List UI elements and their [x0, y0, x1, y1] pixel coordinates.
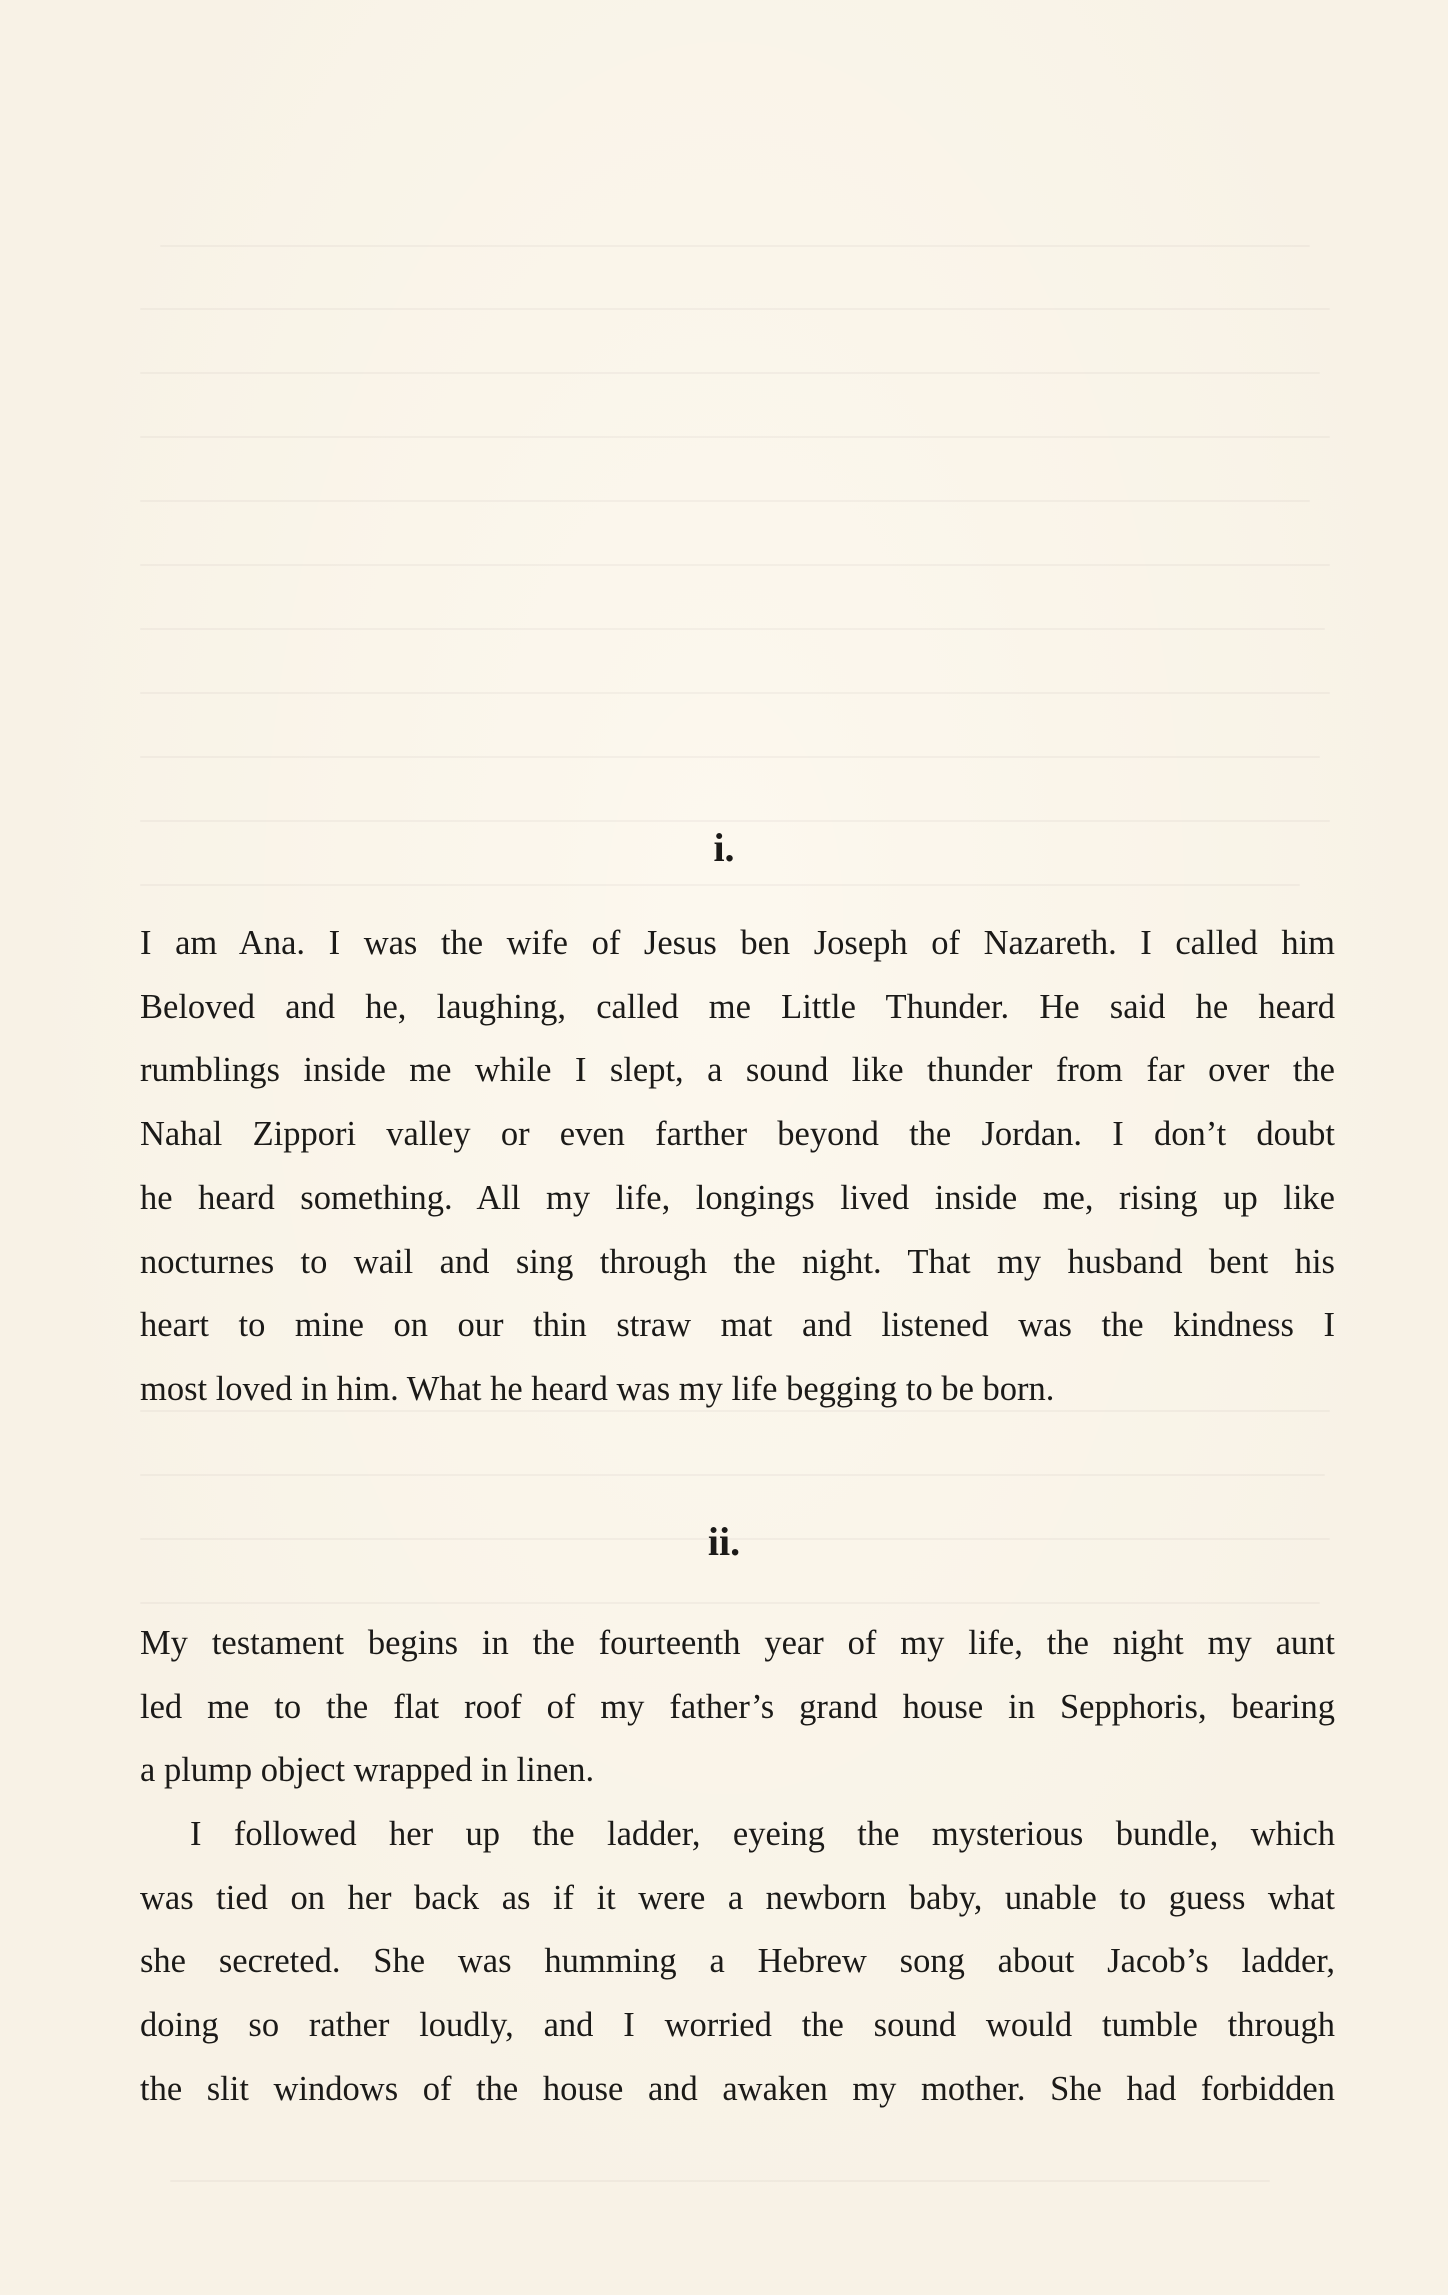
text-line: the slit windows of the house and awaken my mother. She had forbidden [140, 2069, 1335, 2108]
text-line: Nahal Zippori valley or even farther beyond the Jordan. I don’t doubt [140, 1115, 1335, 1154]
text-line: she secreted. She was humming a Hebrew song about Jacob’s ladder, [140, 1942, 1335, 1981]
section-marker-i: i. [713, 825, 735, 870]
text-line: he heard something. All my life, longings lived inside me, rising up like [140, 1178, 1335, 1217]
section-ii-paragraph-2 [140, 1803, 1335, 2122]
section-i-text [140, 912, 1335, 1422]
text-line: most loved in him. What he heard was my life begging to be born. [140, 1369, 1055, 1408]
text-line: a plump object wrapped in linen. [140, 1751, 595, 1790]
text-line: led me to the flat roof of my father’s grand house in Sepphoris, bearing [140, 1687, 1335, 1726]
text-line: rumblings inside me while I slept, a sound like thunder from far over the [140, 1051, 1335, 1090]
section-marker-ii: ii. [707, 1519, 741, 1564]
text-line: heart to mine on our thin straw mat and listened was the kindness I [140, 1306, 1335, 1345]
text-line: Beloved and he, laughing, called me Little Thunder. He said he heard [140, 987, 1335, 1026]
text-line: I followed her up the ladder, eyeing the mysterious bundle, which [190, 1815, 1335, 1853]
text-line: nocturnes to wail and sing through the night. That my husband bent his [140, 1242, 1335, 1281]
text-line: I am Ana. I was the wife of Jesus ben Joseph of Nazareth. I called him [140, 924, 1335, 962]
text-line: doing so rather loudly, and I worried the sound would tumble through [140, 2006, 1335, 2045]
section-ii-paragraph-1 [140, 1612, 1335, 1803]
text-line: was tied on her back as if it were a newborn baby, unable to guess what [140, 1878, 1335, 1917]
text-line: My testament begins in the fourteenth year of my life, the night my aunt [140, 1624, 1335, 1662]
